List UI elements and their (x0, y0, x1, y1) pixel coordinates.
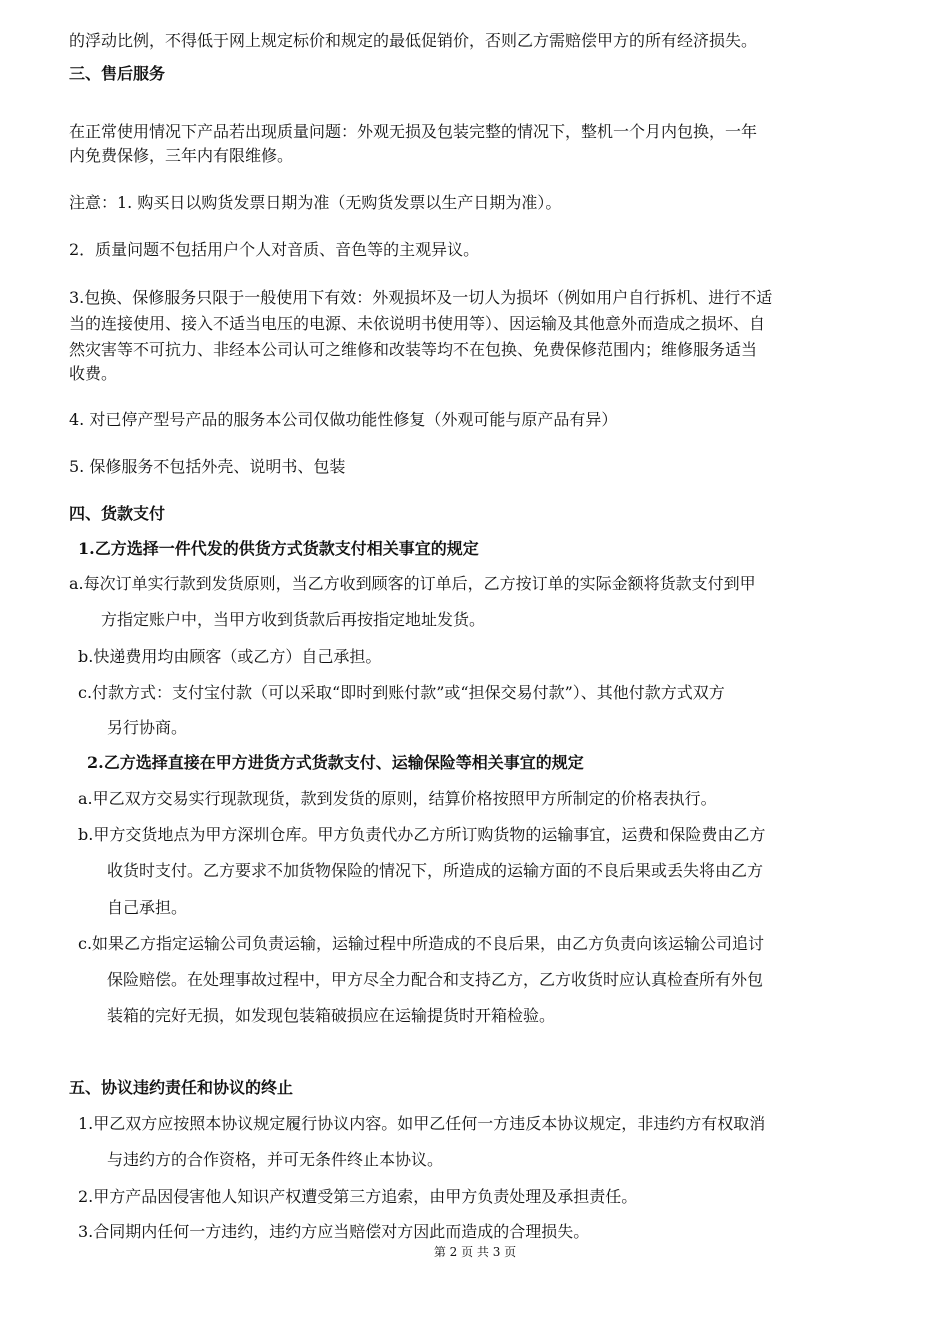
sub2-item-c-line: 保险赔偿。在处理事故过程中，甲方尽全力配合和支持乙方，乙方收货时应认真检查所有外包 (107, 970, 764, 989)
note-2: 2．质量问题不包括用户个人对音质、音色等的主观异议。 (69, 240, 480, 259)
note-4: 4. 对已停产型号产品的服务本公司仅做功能性修复（外观可能与原产品有异） (69, 410, 618, 429)
sub2-item-b-line: 收货时支付。乙方要求不加货物保险的情况下，所造成的运输方面的不良后果或丢失将由乙方 (107, 861, 764, 880)
section5-item-1-line: 1.甲乙双方应按照本协议规定履行协议内容。如甲乙任何一方违反本协议规定，非违约方有权取消 (78, 1114, 766, 1133)
note-5: 5. 保修服务不包括外壳、说明书、包装 (69, 457, 346, 476)
note-3-line: 当的连接使用、接入不适当电压的电源、未依说明书使用等）、因运输及其他意外而造成之损坏、自 (69, 314, 766, 333)
sub2-item-c-line: c.如果乙方指定运输公司负责运输，运输过程中所造成的不良后果，由乙方负责向该运输公司追讨 (78, 934, 765, 953)
section4-sub2-title: 2.乙方选择直接在甲方进货方式货款支付、运输保险等相关事宜的规定 (87, 753, 584, 772)
sub1-item-c-line: c.付款方式：支付宝付款（可以采取“即时到账付款”或“担保交易付款”）、其他付款方式双方 (78, 683, 725, 702)
sub1-item-c-line: 另行协商。 (107, 718, 188, 737)
sub2-item-c-line: 装箱的完好无损，如发现包装箱破损应在运输提货时开箱检验。 (107, 1006, 556, 1025)
section4-heading: 四、货款支付 (69, 504, 166, 523)
sub2-item-b-line: 自己承担。 (107, 898, 188, 917)
sub1-item-a-line: 方指定账户中，当甲方收到货款后再按指定地址发货。 (101, 610, 486, 629)
section3-paragraph-line: 内免费保修，三年内有限维修。 (69, 146, 294, 165)
note-3-line: 然灾害等不可抗力、非经本公司认可之维修和改装等均不在包换、免费保修范围内；维修服务适当 (69, 340, 758, 359)
intro-line: 的浮动比例，不得低于网上规定标价和规定的最低促销价，否则乙方需赔偿甲方的所有经济损失。 (69, 31, 758, 50)
section5-heading: 五、协议违约责任和协议的终止 (69, 1078, 294, 1097)
sub1-item-a-line: a.每次订单实行款到发货原则，当乙方收到顾客的订单后，乙方按订单的实际金额将货款支付到甲 (69, 574, 756, 593)
page-number: 第 2 页 共 3 页 (433, 1245, 517, 1259)
section5-item-2: 2.甲方产品因侵害他人知识产权遭受第三方追索，由甲方负责处理及承担责任。 (78, 1187, 638, 1206)
note-1: 注意：1. 购买日以购货发票日期为准（无购货发票以生产日期为准）。 (69, 193, 562, 212)
sub2-item-b-line: b.甲方交货地点为甲方深圳仓库。甲方负责代办乙方所订购货物的运输事宜，运费和保险费由乙方 (78, 825, 766, 844)
section3-paragraph-line: 在正常使用情况下产品若出现质量问题：外观无损及包装完整的情况下，整机一个月内包换，一年 (69, 122, 758, 141)
sub1-item-b: b.快递费用均由顾客（或乙方）自己承担。 (78, 647, 382, 666)
note-3-line: 收费。 (69, 364, 118, 383)
section5-item-3: 3.合同期内任何一方违约，违约方应当赔偿对方因此而造成的合理损失。 (78, 1222, 590, 1241)
section3-heading: 三、售后服务 (69, 64, 166, 83)
sub2-item-a: a.甲乙双方交易实行现款现货，款到发货的原则，结算价格按照甲方所制定的价格表执行。 (78, 789, 717, 808)
section5-item-1-line: 与违约方的合作资格，并可无条件终止本协议。 (107, 1150, 444, 1169)
section4-sub1-title: 1.乙方选择一件代发的供货方式货款支付相关事宜的规定 (78, 539, 479, 558)
note-3-line: 3.包换、保修服务只限于一般使用下有效：外观损坏及一切人为损坏（例如用户自行拆机、进行不适 (69, 288, 773, 307)
